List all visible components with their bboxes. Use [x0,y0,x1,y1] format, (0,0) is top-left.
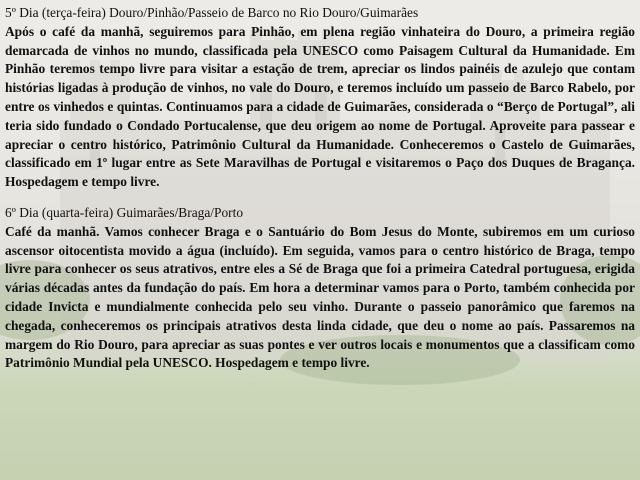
day-5-description: Após o café da manhã, seguiremos para Pinhão, em plena região vinhateira do Douro, a primeira região demarcada de vinhos no mundo, classificada pela UNESCO como Paisagem Cultural da Humanidade. Em Pinhão teremos tempo livre para visitar a estação de trem, apreciar os lindos painéis de azulejo que contam histórias ligadas à produção de vinhos, no vale do Douro, e teremos incluído um passeio de Barco Rabelo, por entre os vinhedos e quintas. Continuamos para a cidade de Guimarães, considerada o “Berço de Portugal”, ali teria sido fundado o Condado Portucalense, que deu origem ao nome de Portugal. Aproveite para passear e apreciar o centro histórico, Patrimônio Cultural da Humanidade. Conheceremos o Castelo de Guimarães, classificado em 1º lugar entre as Sete Maravilhas de Portugal e visitaremos o Paço dos Duques de Bragança. Hospedagem e tempo livre. [5,23,635,190]
section-gap [5,192,635,204]
day-6-title: 6º Dia (quarta-feira) Guimarães/Braga/Porto [5,204,244,220]
day-6-description: Café da manhã. Vamos conhecer Braga e o Santuário do Bom Jesus do Monte, subiremos em um curioso ascensor oitocentista movido a água (incluído). Em seguida, vamos para o centro histórico de Braga, tempo livre para conhecer os seus atrativos, entre eles a Sé de Braga que foi a primeira Catedral portuguesa, erigida várias décadas antes da fundação do país. Em hora a determinar vamos para o Porto, também conhecida por cidade Invicta e mundialmente conhecida pelo seu vinho. Durante o passeio panorâmico que faremos na chegada, conheceremos os principais atrativos desta linda cidade, que deu o nome ao país. Passaremos na margem do Rio Douro, para apreciar as suas pontes e ver outros locais e monumentos que a classificam como Patrimônio Mundial pela UNESCO. Hospedagem e tempo livre. [5,223,635,371]
day-5-title: 5º Dia (terça-feira) Douro/Pinhão/Passeio de Barco no Rio Douro/Guimarães [5,5,419,20]
itinerary-text [5,4,635,373]
